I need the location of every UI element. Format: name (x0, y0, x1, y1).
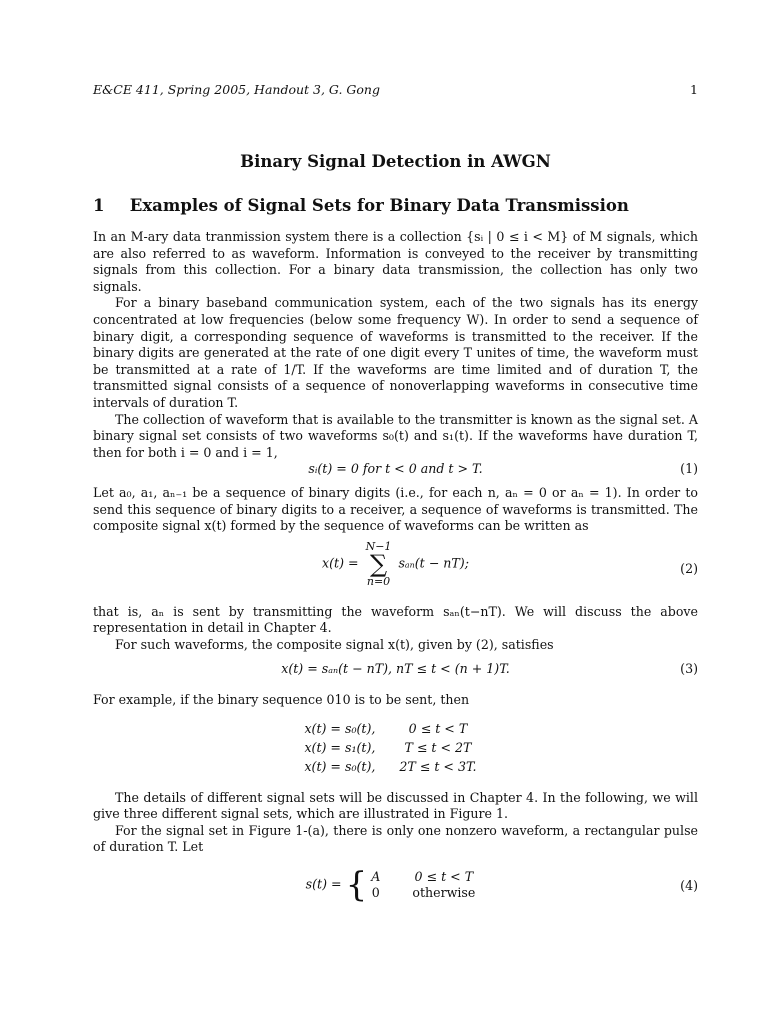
paragraph-2: For a binary baseband communication system, each of the two signals has its energy concentrated at low frequencies (below some frequency W). In order to send a sequence of binary digit, a corresponding sequence of waveforms is transmitted to the receiver. If the binary digits are generated at the rate of one digit every T unites of time, the waveform must be transmitted at a rate of 1/T. If the waveforms are time limited and of duration T, the transmitted signal consists of a sequence of nonoverlapping waveforms in consecutive time intervals of duration T. (93, 295, 698, 410)
equation-3-text: x(t) = sₐₙ(t − nT), nT ≤ t < (n + 1)T. (281, 661, 510, 677)
case-cond: 2T ≤ t < 3T. (399, 758, 477, 774)
case-row (371, 869, 485, 885)
case-value: 0 (371, 885, 380, 901)
case-cond: T ≤ t < 2T (404, 739, 472, 755)
paragraph-7: For example, if the binary sequence 010 is to be sent, then (93, 692, 470, 708)
equation-4 (93, 865, 698, 908)
equation-1-number: (1) (680, 461, 698, 477)
equation-2-number: (2) (680, 560, 698, 576)
case-value: A (371, 869, 381, 885)
case-cond: 0 ≤ t < T (408, 720, 468, 736)
equation-4-lhs: s(t) = (305, 876, 342, 892)
sum-upper-limit: N−1 (365, 539, 392, 553)
case-expr: x(t) = s₁(t), (304, 739, 376, 755)
page-number: 1 (690, 82, 698, 97)
document-page (93, 0, 698, 1024)
equation-1-text: sᵢ(t) = 0 for t < 0 and t > T. (308, 461, 483, 477)
summation (366, 541, 392, 587)
section-number: 1 (93, 196, 105, 215)
case-expr: x(t) = s₀(t), (304, 758, 376, 774)
body-text (93, 229, 698, 908)
equation-4-cases (371, 869, 485, 901)
case-row (371, 885, 485, 901)
paragraph-9: For the signal set in Figure 1-(a), there is only one nonzero waveform, a rectangular pulse of duration T. Let (93, 822, 698, 855)
equation-2-rhs: sₐₙ(t − nT); (398, 555, 469, 571)
paragraph-1: In an M-ary data tranmission system there is a collection {sᵢ | 0 ≤ i < M} of M signals, which are also referred to as waveform. Information is conveyed to the receiver by transmitting signals from this collection. For a binary data transmission, the collection has only two signals. (93, 229, 698, 294)
running-header (93, 82, 698, 97)
equation-4-brace: { (345, 865, 368, 906)
equation-2 (93, 541, 698, 597)
equation-2-lhs: x(t) = (322, 555, 359, 571)
equation-3-number: (3) (680, 661, 698, 677)
paragraph-3: The collection of waveform that is available to the transmitter is known as the signal set. A binary signal set consists of two waveforms s₀(t) and s₁(t). If the waveforms have duration T, then for both i = 0 and i = 1, (93, 411, 698, 460)
paragraph-5: that is, aₙ is sent by transmitting the waveform sₐₙ(t−nT). We will discuss the above representation in detail in Chapter 4. (93, 603, 698, 636)
running-head-text: E&CE 411, Spring 2005, Handout 3, G. Gong (93, 82, 380, 97)
equation-4-number: (4) (680, 878, 698, 894)
equation-3 (93, 661, 698, 678)
sum-lower-limit: n=0 (366, 574, 391, 588)
document-title: Binary Signal Detection in AWGN (240, 152, 551, 171)
equation-1 (93, 461, 698, 478)
case-row (304, 738, 486, 757)
cases-table (304, 719, 486, 776)
case-cond: 0 ≤ t < T (414, 869, 474, 885)
section-title: Examples of Signal Sets for Binary Data Transmission (129, 196, 629, 215)
paragraph-4: Let a₀, a₁, aₙ₋₁ be a sequence of binary digits (i.e., for each n, aₙ = 0 or aₙ = 1). In order to send this sequence of binary digits to a receiver, a sequence of waveforms is transmitted. The composite signal x(t) formed by the sequence of waveforms can be written as (93, 484, 698, 534)
paragraph-8: The details of different signal sets will be discussed in Chapter 4. In the following, we will give three different signal sets, which are illustrated in Figure 1. (93, 789, 698, 822)
section-heading (93, 196, 698, 215)
example-cases (93, 719, 698, 776)
case-expr: x(t) = s₀(t), (304, 720, 376, 736)
paragraph-6: For such waveforms, the composite signal x(t), given by (2), satisfies (115, 636, 554, 652)
case-row (304, 719, 486, 738)
sum-symbol: ∑ (369, 549, 388, 578)
case-cond: otherwise (412, 885, 476, 901)
case-row (304, 757, 486, 776)
